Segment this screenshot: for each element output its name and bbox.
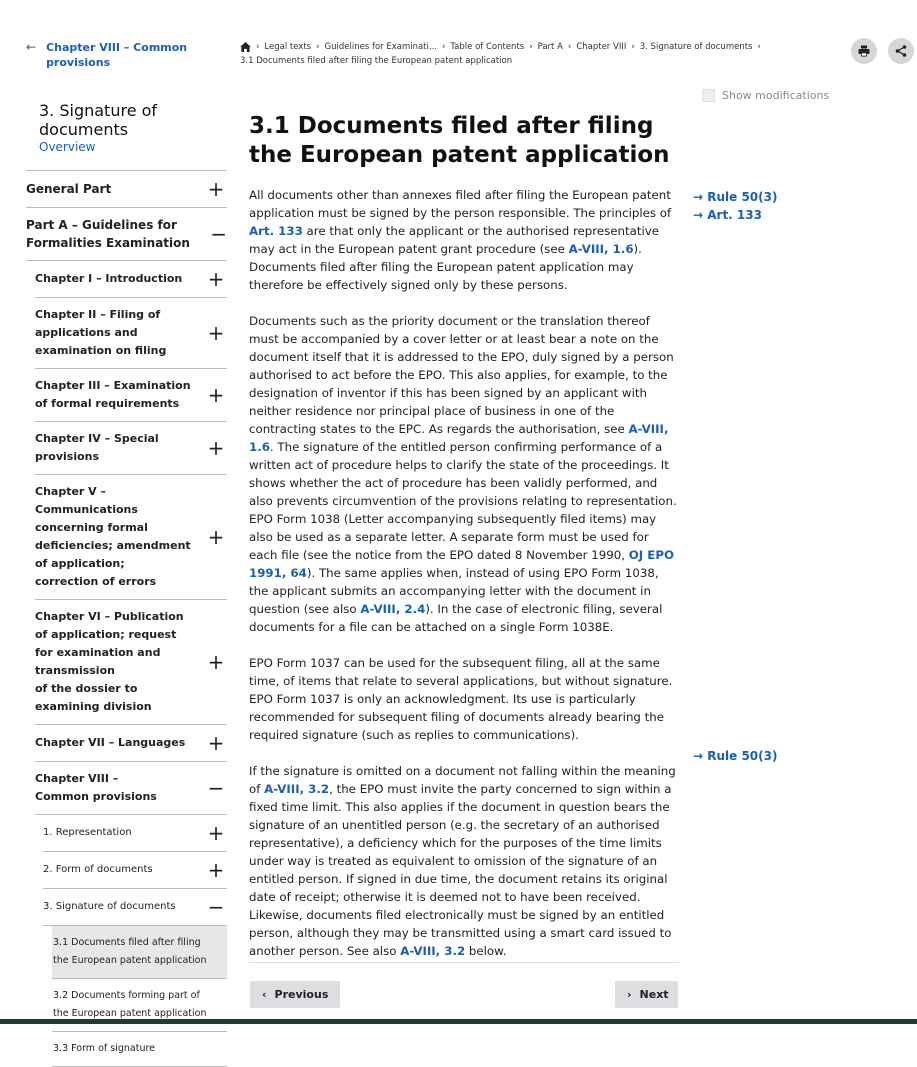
margin-ref-link[interactable]: → Art. 133 [693,208,762,222]
toc-item-chapter-4[interactable]: Chapter IV – Special provisions + [35,422,227,475]
section-title: 3. Signature of documents [39,101,158,139]
show-modifications-checkbox[interactable] [702,89,715,102]
toc-item-chapter-5[interactable]: Chapter V – Communications concerning formal deficiencies; amendment of application; correction of errors + [35,475,227,600]
footer-bar [0,1019,917,1024]
toc-item-3-2[interactable]: 3.2 Documents forming part of the European patent application [52,979,227,1032]
paragraph-text: ). In the case of electronic filing, several documents for a file can be attached on a single Form 1038E. [249,602,663,634]
breadcrumb-current: 3.1 Documents filed after filing the European patent application [240,56,513,66]
print-button[interactable] [851,38,877,64]
expand-icon[interactable]: + [207,267,225,291]
expand-icon[interactable]: + [207,821,225,845]
previous-button[interactable]: ‹ Previous [250,981,340,1008]
article-body [249,186,679,960]
paragraph-text: below. [465,944,507,958]
toc-item-representation[interactable]: 1. Representation + [43,815,227,852]
toc-item-part-a[interactable]: Part A – Guidelines for Formalities Examination − [26,208,227,261]
expand-icon[interactable]: + [207,321,225,345]
inline-ref-link[interactable]: Art. 133 [249,224,303,238]
expand-icon[interactable]: + [207,177,225,201]
inline-ref-link[interactable]: A-VIII, 3.2 [264,782,330,796]
sidebar [26,40,227,1067]
toc-item-3-1-active[interactable]: 3.1 Documents filed after filing the European patent application [52,926,227,979]
home-icon[interactable] [240,42,251,52]
paragraph-text: All documents other than annexes filed after filing the European patent application must be signed by the person responsible. The principles of [249,188,672,220]
toc-item-chapter-8[interactable]: Chapter VIII – Common provisions − [35,762,227,815]
inline-ref-link[interactable]: A-VIII, 3.2 [400,944,466,958]
share-button[interactable] [888,38,914,64]
toc-nav [26,170,227,1067]
toc-item-chapter-3[interactable]: Chapter III – Examination of formal requirements + [35,369,227,422]
toc-item-general-part[interactable]: General Part + [26,171,227,208]
inline-ref-link[interactable]: A-VIII, 2.4 [360,602,426,616]
paragraph [249,186,679,294]
breadcrumb: › Legal texts › Guidelines for Examinati... › Table of Contents › Part A › Chapter VIII › 3. Signature of documents › 3.1 Documents filed after filing the European patent application [240,40,800,68]
breadcrumb-item[interactable]: Guidelines for Examinati... [324,42,437,52]
inline-ref-link[interactable]: A-VIII, 1.6 [249,422,669,454]
paragraph-text: Documents such as the priority document or the translation thereof must be accompanied by a cover letter or at least bear a note on the document itself that it is addressed to the EPO, duly signed by a person authorised to act before the EPO. This also applies, for example, to the designation of inventor if this has been signed by an applicant with neither residence nor principal place of business in one of the contracting states to the EPC. As regards the authorisation, see [249,314,674,436]
toc-item-form-of-documents[interactable]: 2. Form of documents + [43,852,227,889]
margin-ref-link[interactable]: → Rule 50(3) [693,749,778,763]
chevron-right-icon: › [627,988,632,1001]
paragraph [249,762,679,960]
overview-link[interactable]: Overview [39,140,96,154]
paragraph-text: , the EPO must invite the party concerned to sign within a fixed time limit. This also applies if the document in question bears the signature of an unentitled person (e.g. the secretary of an authorised representative), a deficiency which for the purposes of the time limits under way is treated as equivalent to omission of the signature of an entitled person. If signed in due time, the document retains its original date of receipt; otherwise it is deemed not to have been received. Likewise, documents filed electronically must be signed by an entitled person, although they may be transmitted using a smart card issued to another person. See also [249,782,672,958]
toc-item-3-3[interactable]: 3.3 Form of signature [52,1032,227,1067]
inline-ref-link[interactable]: OJ EPO 1991, 64 [249,548,675,580]
expand-icon[interactable]: + [207,731,225,755]
inline-ref-link[interactable]: A-VIII, 1.6 [568,242,634,256]
collapse-icon[interactable]: − [210,222,227,246]
back-arrow-icon: ← [26,40,37,54]
paragraph [249,312,679,636]
toc-item-chapter-2[interactable]: Chapter II – Filing of applications and examination on filing + [35,298,227,369]
expand-icon[interactable]: + [207,436,225,460]
paragraph-text: If the signature is omitted on a document not falling within the meaning of [249,764,676,796]
paragraph-text: ). Documents filed after filing the European patent application may therefore be effectively signed only by these persons. [249,242,642,292]
chevron-left-icon: ‹ [262,988,267,1001]
paragraph-text: are that only the applicant or the authorised representative may act in the European patent grant procedure (see [249,224,660,256]
collapse-icon[interactable]: − [207,776,225,800]
breadcrumb-item[interactable]: Legal texts [264,42,312,52]
breadcrumb-item[interactable]: Chapter VIII [576,42,627,52]
page-title: 3.1 Documents filed after filing the European patent application [249,113,670,168]
divider [249,962,679,963]
expand-icon[interactable]: + [207,858,225,882]
breadcrumb-item[interactable]: Table of Contents [450,42,525,52]
paragraph [249,654,679,744]
breadcrumb-item[interactable]: Part A [537,42,563,52]
expand-icon[interactable]: + [207,525,225,549]
collapse-icon[interactable]: − [207,895,225,919]
share-icon [895,45,907,57]
next-button[interactable]: › Next [615,981,678,1008]
back-link-label: Chapter VIII – Common provisions [46,41,188,69]
show-modifications-toggle[interactable] [702,89,829,102]
toc-item-chapter-7[interactable]: Chapter VII – Languages + [35,725,227,762]
paragraph-text: EPO Form 1037 can be used for the subsequent filing, all at the same time, of items that relate to several applications, but without signature. EPO Form 1037 is only an acknowledgment. Its use is particularly recommended for subsequent filing of documents already bearing the required signature (such as replies to communications). [249,656,673,742]
expand-icon[interactable]: + [207,650,225,674]
expand-icon[interactable]: + [207,383,225,407]
breadcrumb-item[interactable]: 3. Signature of documents [639,42,753,52]
back-link[interactable] [26,40,227,70]
toc-item-signature-of-documents[interactable]: 3. Signature of documents − [43,889,227,926]
margin-refs-1 [693,188,777,224]
toc-item-chapter-6[interactable]: Chapter VI – Publication of application; request for examination and transmission of the dossier to examining division + [35,600,227,725]
margin-ref-link[interactable]: → Rule 50(3) [693,190,778,204]
toc-item-chapter-1[interactable]: Chapter I – Introduction + [35,261,227,298]
show-modifications-label: Show modifications [722,89,830,102]
margin-refs-2 [693,747,777,765]
main-content [249,112,679,978]
print-icon [858,45,870,57]
paragraph-text: . The signature of the entitled person confirming performance of a written act of procedure helps to clarify the state of the proceedings. It shows whether the act of procedure has been validly performed, and also prevents circumvention of the provisions relating to representation. EPO Form 1038 (Letter accompanying subsequently filed items) may also be used as a separate letter. A separate form must be used for each file (see the notice from the EPO dated 8 November 1990, [249,440,677,562]
paragraph-text: ). The same applies when, instead of using EPO Form 1038, the applicant submits an accompanying letter with the document in question (see also [249,566,659,616]
